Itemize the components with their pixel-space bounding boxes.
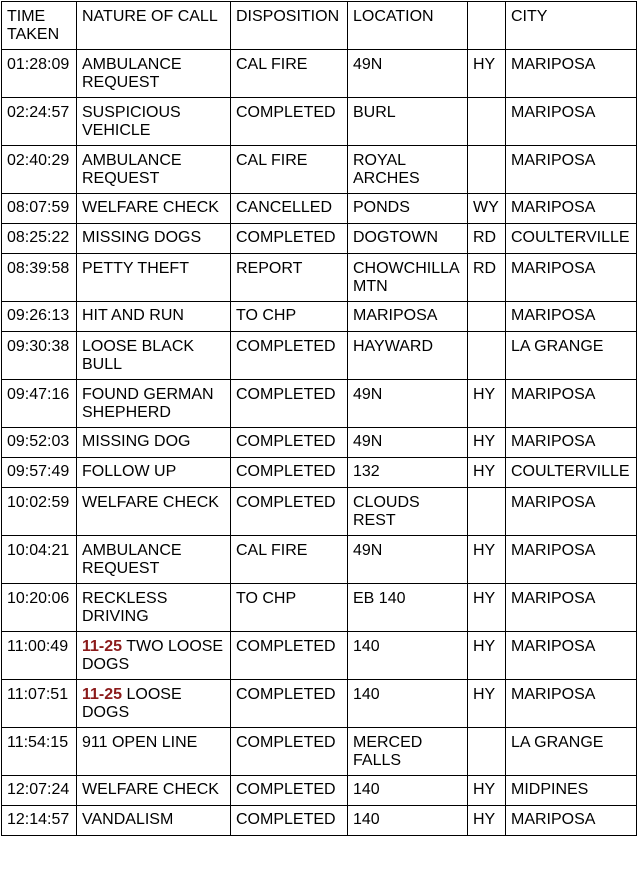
cell-location: 140 (348, 806, 468, 836)
cell-city: MARIPOSA (506, 428, 637, 458)
cell-disposition: CAL FIRE (231, 146, 348, 194)
cell-city: MARIPOSA (506, 536, 637, 584)
nature-text: WELFARE CHECK (82, 781, 219, 798)
cell-city: LA GRANGE (506, 332, 637, 380)
nature-text: HIT AND RUN (82, 307, 184, 324)
cell-time: 11:54:15 (2, 728, 77, 776)
cell-time: 09:30:38 (2, 332, 77, 380)
call-code: 11-25 (82, 638, 123, 655)
cell-city: MARIPOSA (506, 632, 637, 680)
cell-suffix: HY (468, 680, 506, 728)
cell-nature (77, 98, 231, 146)
header-time: TIME TAKEN (2, 2, 77, 50)
cell-disposition: COMPLETED (231, 224, 348, 254)
cell-disposition: TO CHP (231, 302, 348, 332)
cell-suffix: HY (468, 458, 506, 488)
cell-location: ROYAL ARCHES (348, 146, 468, 194)
cell-location: 132 (348, 458, 468, 488)
cell-nature (77, 224, 231, 254)
cell-nature (77, 584, 231, 632)
cell-disposition: REPORT (231, 254, 348, 302)
table-row (2, 146, 637, 194)
cell-disposition: COMPLETED (231, 428, 348, 458)
cell-city: MARIPOSA (506, 98, 637, 146)
cell-suffix: HY (468, 806, 506, 836)
cell-suffix (468, 728, 506, 776)
header-disposition: DISPOSITION (231, 2, 348, 50)
cell-city: MARIPOSA (506, 146, 637, 194)
cell-nature (77, 428, 231, 458)
cell-city: LA GRANGE (506, 728, 637, 776)
table-row (2, 98, 637, 146)
cell-time: 11:07:51 (2, 680, 77, 728)
table-body (2, 50, 637, 836)
table-row (2, 584, 637, 632)
table-row (2, 728, 637, 776)
cell-time: 11:00:49 (2, 632, 77, 680)
cell-suffix (468, 98, 506, 146)
cell-city: MARIPOSA (506, 584, 637, 632)
cell-time: 12:07:24 (2, 776, 77, 806)
table-row (2, 536, 637, 584)
cell-city: MARIPOSA (506, 806, 637, 836)
table-row (2, 488, 637, 536)
cell-disposition: COMPLETED (231, 728, 348, 776)
cell-disposition: CAL FIRE (231, 536, 348, 584)
nature-text: MISSING DOGS (82, 229, 202, 246)
cell-disposition: COMPLETED (231, 98, 348, 146)
cell-location: 140 (348, 632, 468, 680)
cell-city: MARIPOSA (506, 680, 637, 728)
nature-text: 911 OPEN LINE (82, 734, 198, 751)
cell-location: 140 (348, 776, 468, 806)
cell-suffix: HY (468, 536, 506, 584)
table-row (2, 428, 637, 458)
table-row (2, 632, 637, 680)
cell-city: MARIPOSA (506, 194, 637, 224)
call-code: 11-25 (82, 686, 123, 703)
cell-time: 09:26:13 (2, 302, 77, 332)
cell-disposition: COMPLETED (231, 380, 348, 428)
cell-suffix: RD (468, 224, 506, 254)
cell-suffix (468, 302, 506, 332)
table-row (2, 680, 637, 728)
cell-disposition: COMPLETED (231, 806, 348, 836)
header-nature: NATURE OF CALL (77, 2, 231, 50)
cell-city: MARIPOSA (506, 50, 637, 98)
cell-suffix: HY (468, 380, 506, 428)
cell-suffix: RD (468, 254, 506, 302)
table-row (2, 806, 637, 836)
cell-nature (77, 380, 231, 428)
cell-location: CHOWCHILLA MTN (348, 254, 468, 302)
cell-suffix (468, 488, 506, 536)
cell-nature (77, 488, 231, 536)
table-row (2, 224, 637, 254)
cell-nature (77, 536, 231, 584)
nature-text: RECKLESS DRIVING (82, 590, 168, 625)
cell-location: 49N (348, 536, 468, 584)
cell-location: MARIPOSA (348, 302, 468, 332)
cell-city: MARIPOSA (506, 254, 637, 302)
cell-city: MARIPOSA (506, 380, 637, 428)
nature-text: PETTY THEFT (82, 260, 189, 277)
nature-text: FOUND GERMAN SHEPHERD (82, 386, 214, 421)
cell-time: 10:04:21 (2, 536, 77, 584)
nature-text: MISSING DOG (82, 433, 191, 450)
cell-nature (77, 728, 231, 776)
cell-nature (77, 806, 231, 836)
cell-nature (77, 194, 231, 224)
cell-time: 08:07:59 (2, 194, 77, 224)
cell-location: HAYWARD (348, 332, 468, 380)
cell-city: COULTERVILLE (506, 224, 637, 254)
cell-disposition: CAL FIRE (231, 50, 348, 98)
table-row (2, 776, 637, 806)
table-row (2, 302, 637, 332)
cell-suffix: HY (468, 632, 506, 680)
cell-time: 09:47:16 (2, 380, 77, 428)
cell-disposition: TO CHP (231, 584, 348, 632)
nature-text: SUSPICIOUS VEHICLE (82, 104, 181, 139)
cell-location: BURL (348, 98, 468, 146)
cell-time: 02:24:57 (2, 98, 77, 146)
cell-location: EB 140 (348, 584, 468, 632)
cell-disposition: COMPLETED (231, 776, 348, 806)
cell-time: 12:14:57 (2, 806, 77, 836)
cell-location: 49N (348, 50, 468, 98)
header-city: CITY (506, 2, 637, 50)
nature-text: AMBULANCE REQUEST (82, 56, 182, 91)
call-log-table (1, 1, 637, 836)
nature-text: FOLLOW UP (82, 463, 177, 480)
cell-time: 09:52:03 (2, 428, 77, 458)
cell-suffix: WY (468, 194, 506, 224)
cell-location: PONDS (348, 194, 468, 224)
cell-time: 10:02:59 (2, 488, 77, 536)
cell-location: 140 (348, 680, 468, 728)
cell-disposition: COMPLETED (231, 632, 348, 680)
cell-city: COULTERVILLE (506, 458, 637, 488)
cell-location: CLOUDS REST (348, 488, 468, 536)
cell-disposition: COMPLETED (231, 488, 348, 536)
cell-city: MARIPOSA (506, 302, 637, 332)
cell-time: 09:57:49 (2, 458, 77, 488)
table-row (2, 194, 637, 224)
cell-disposition: CANCELLED (231, 194, 348, 224)
cell-disposition: COMPLETED (231, 680, 348, 728)
cell-suffix: HY (468, 584, 506, 632)
cell-city: MIDPINES (506, 776, 637, 806)
cell-suffix (468, 146, 506, 194)
header-row (2, 2, 637, 50)
cell-disposition: COMPLETED (231, 332, 348, 380)
cell-nature (77, 332, 231, 380)
nature-text: AMBULANCE REQUEST (82, 152, 182, 187)
cell-suffix: HY (468, 428, 506, 458)
cell-time: 10:20:06 (2, 584, 77, 632)
cell-nature (77, 632, 231, 680)
cell-city: MARIPOSA (506, 488, 637, 536)
nature-text: TWO LOOSE DOGS (82, 638, 224, 673)
cell-time: 02:40:29 (2, 146, 77, 194)
table-row (2, 254, 637, 302)
cell-location: MERCED FALLS (348, 728, 468, 776)
cell-nature (77, 50, 231, 98)
nature-text: WELFARE CHECK (82, 199, 219, 216)
cell-nature (77, 254, 231, 302)
cell-disposition: COMPLETED (231, 458, 348, 488)
cell-location: 49N (348, 380, 468, 428)
table-row (2, 332, 637, 380)
cell-suffix: HY (468, 50, 506, 98)
cell-nature (77, 458, 231, 488)
header-suffix (468, 2, 506, 50)
nature-text: AMBULANCE REQUEST (82, 542, 182, 577)
nature-text: LOOSE DOGS (82, 686, 182, 721)
cell-time: 08:25:22 (2, 224, 77, 254)
cell-location: 49N (348, 428, 468, 458)
cell-nature (77, 776, 231, 806)
header-location: LOCATION (348, 2, 468, 50)
nature-text: VANDALISM (82, 811, 174, 828)
table-row (2, 50, 637, 98)
cell-nature (77, 302, 231, 332)
cell-nature (77, 680, 231, 728)
cell-time: 08:39:58 (2, 254, 77, 302)
cell-suffix (468, 332, 506, 380)
cell-suffix: HY (468, 776, 506, 806)
cell-location: DOGTOWN (348, 224, 468, 254)
nature-text: WELFARE CHECK (82, 494, 219, 511)
table-row (2, 380, 637, 428)
nature-text: LOOSE BLACK BULL (82, 338, 195, 373)
cell-time: 01:28:09 (2, 50, 77, 98)
table-row (2, 458, 637, 488)
cell-nature (77, 146, 231, 194)
